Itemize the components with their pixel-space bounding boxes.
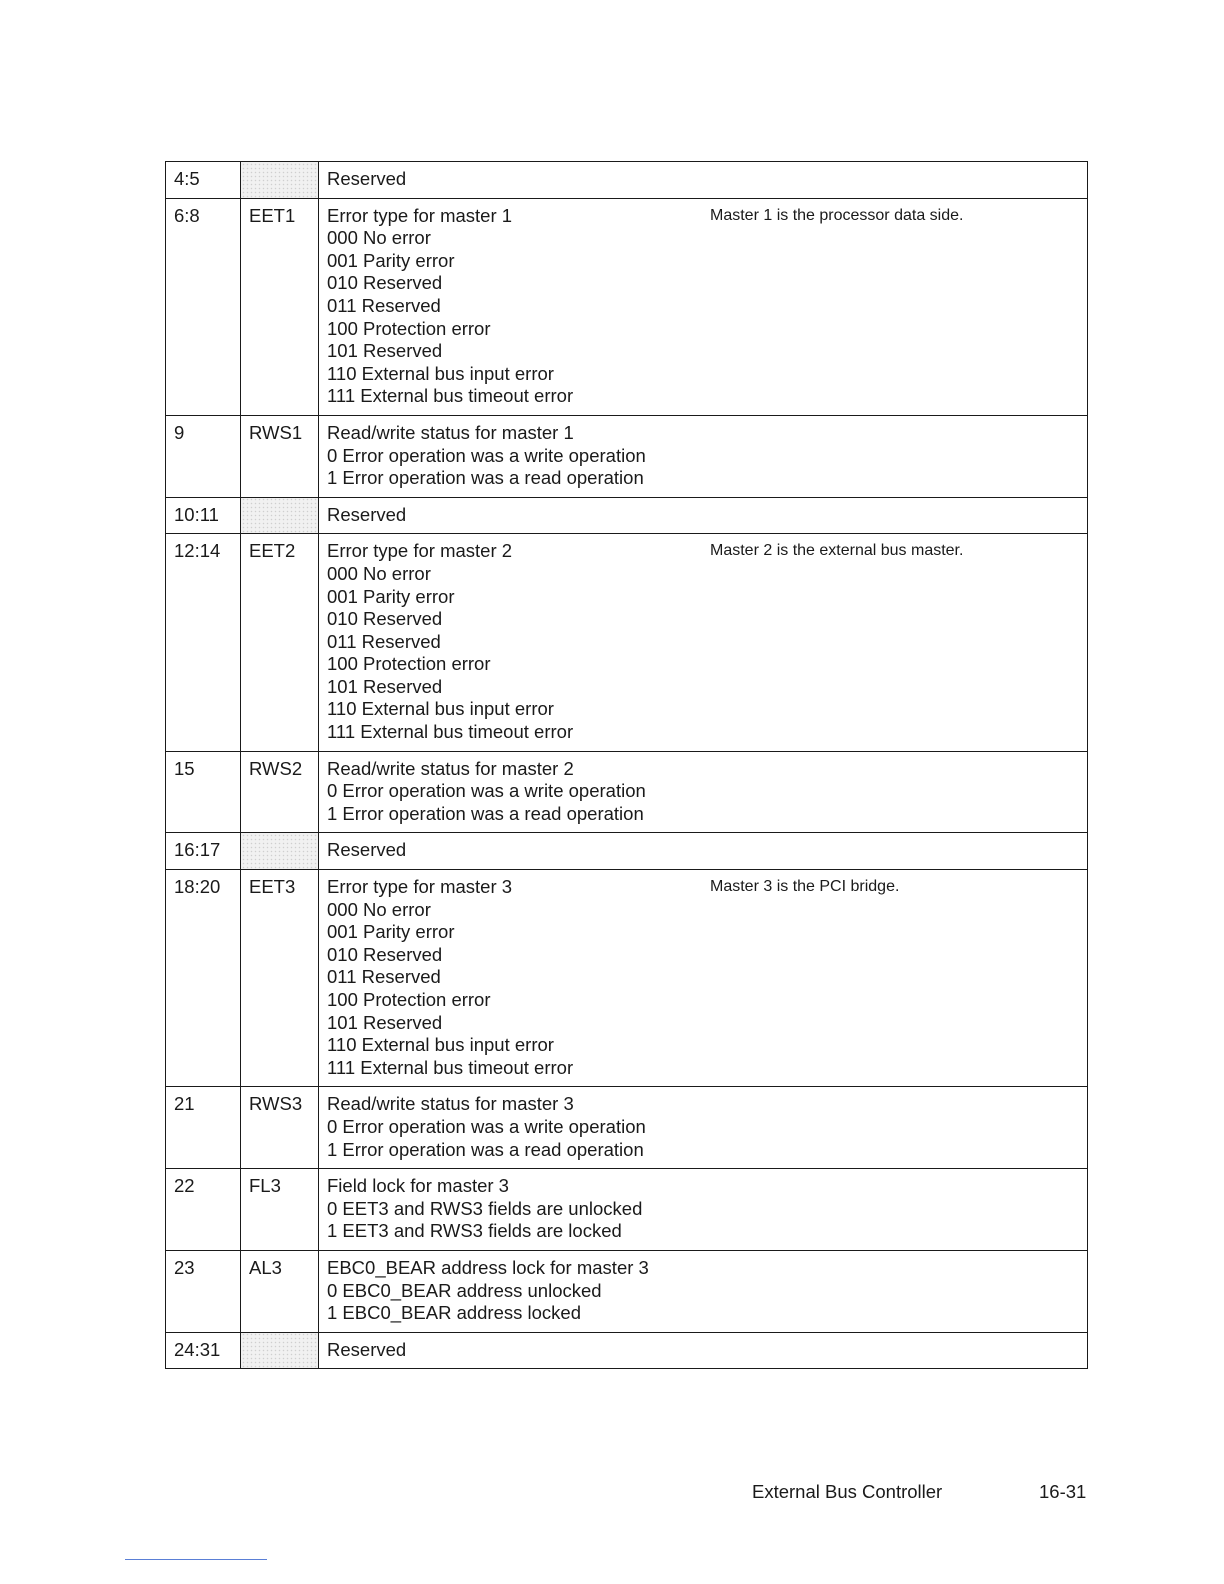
description-cell (319, 415, 1088, 497)
description-value-line: 0 EBC0_BEAR address unlocked (327, 1279, 602, 1301)
field-cell-reserved (241, 497, 319, 534)
register-row (166, 497, 1088, 534)
description-value-line: 101 Reserved (327, 340, 443, 362)
register-row (166, 1332, 1088, 1369)
description-cell (319, 534, 1088, 751)
description-value-line: 010 Reserved (327, 272, 443, 294)
bits-cell: 22 (166, 1169, 241, 1251)
description-title: Read/write status for master 2 (327, 757, 574, 779)
bits-cell: 24:31 (166, 1332, 241, 1369)
description-value-line: 010 Reserved (327, 943, 443, 965)
description-value-line: 110 External bus input error (327, 1034, 554, 1056)
description-value-line: 110 External bus input error (327, 362, 554, 384)
description-note: Master 1 is the processor data side. (710, 206, 964, 224)
description-title: Reserved (327, 168, 407, 189)
description-value-line: 001 Parity error (327, 585, 455, 607)
field-cell: RWS1 (241, 415, 319, 497)
field-cell: EET1 (241, 198, 319, 415)
description-title: Reserved (327, 503, 407, 525)
description-value-line: 0 Error operation was a write operation (327, 444, 646, 466)
description-cell (319, 198, 1088, 415)
register-table-body (166, 162, 1088, 1369)
description-cell (319, 870, 1088, 1087)
bits-cell: 12:14 (166, 534, 241, 751)
register-row (166, 534, 1088, 751)
description-value-line: 011 Reserved (327, 294, 441, 316)
bits-cell: 4:5 (166, 162, 241, 199)
register-table (165, 161, 1088, 1369)
description-value-line: 010 Reserved (327, 608, 443, 630)
description-value-line: 1 EET3 and RWS3 fields are locked (327, 1220, 622, 1242)
description-cell (319, 833, 1088, 870)
bits-cell: 21 (166, 1087, 241, 1169)
register-row (166, 870, 1088, 1087)
register-row (166, 162, 1088, 199)
description-value-line: 001 Parity error (327, 249, 455, 271)
description-title: Error type for master 2 (327, 540, 513, 562)
field-cell: RWS3 (241, 1087, 319, 1169)
description-value-line: 100 Protection error (327, 653, 491, 675)
bits-cell: 23 (166, 1250, 241, 1332)
description-value-line: 011 Reserved (327, 966, 441, 988)
description-cell (319, 751, 1088, 833)
description-value-line: 1 Error operation was a read operation (327, 802, 644, 824)
bits-cell: 10:11 (166, 497, 241, 534)
description-value-line: 111 External bus timeout error (327, 721, 574, 743)
bits-cell: 15 (166, 751, 241, 833)
description-title: EBC0_BEAR address lock for master 3 (327, 1256, 649, 1278)
footer-page-number: 16-31 (1039, 1481, 1087, 1502)
description-title: Reserved (327, 1338, 407, 1360)
description-title: Error type for master 1 (327, 204, 513, 226)
register-row (166, 415, 1088, 497)
description-value-line: 0 Error operation was a write operation (327, 780, 646, 802)
register-row (166, 1169, 1088, 1251)
description-value-line: 000 No error (327, 898, 431, 920)
description-title: Read/write status for master 1 (327, 421, 574, 443)
description-cell (319, 497, 1088, 534)
bits-cell: 6:8 (166, 198, 241, 415)
field-cell-reserved (241, 833, 319, 870)
description-value-line: 000 No error (327, 562, 431, 584)
description-value-line: 1 Error operation was a read operation (327, 467, 644, 489)
description-value-line: 1 EBC0_BEAR address locked (327, 1302, 581, 1324)
description-value-line: 0 Error operation was a write operation (327, 1115, 646, 1137)
description-value-line: 0 EET3 and RWS3 fields are unlocked (327, 1197, 643, 1219)
description-value-line: 101 Reserved (327, 675, 443, 697)
description-value-line: 110 External bus input error (327, 698, 554, 720)
description-value-line: 100 Protection error (327, 989, 491, 1010)
bits-cell: 16:17 (166, 833, 241, 870)
bits-cell: 18:20 (166, 870, 241, 1087)
description-value-line: 1 Error operation was a read operation (327, 1138, 644, 1160)
register-row (166, 198, 1088, 415)
field-cell-reserved (241, 162, 319, 199)
description-cell (319, 1332, 1088, 1369)
register-row (166, 1087, 1088, 1169)
field-cell-reserved (241, 1332, 319, 1369)
description-note: Master 2 is the external bus master. (710, 542, 964, 560)
description-value-line: 111 External bus timeout error (327, 1056, 574, 1078)
description-cell (319, 1250, 1088, 1332)
register-row (166, 1250, 1088, 1332)
description-title: Field lock for master 3 (327, 1175, 509, 1197)
field-cell: EET3 (241, 870, 319, 1087)
register-row (166, 833, 1088, 870)
field-cell: RWS2 (241, 751, 319, 833)
description-title: Error type for master 3 (327, 876, 513, 898)
description-title: Read/write status for master 3 (327, 1093, 574, 1115)
description-title: Reserved (327, 839, 407, 861)
description-cell (319, 1087, 1088, 1169)
description-value-line: 000 No error (327, 227, 431, 249)
description-value-line: 101 Reserved (327, 1011, 443, 1033)
register-row (166, 751, 1088, 833)
field-cell: FL3 (241, 1169, 319, 1251)
description-value-line: 001 Parity error (327, 921, 455, 943)
bits-cell: 9 (166, 415, 241, 497)
description-note: Master 3 is the PCI bridge. (710, 878, 900, 896)
field-cell: AL3 (241, 1250, 319, 1332)
description-cell (319, 162, 1088, 199)
description-value-line: 100 Protection error (327, 317, 491, 339)
field-cell: EET2 (241, 534, 319, 751)
description-value-line: 011 Reserved (327, 630, 441, 652)
footer-section-title: External Bus Controller (752, 1481, 943, 1502)
footer-rule (125, 1559, 267, 1560)
description-cell (319, 1169, 1088, 1251)
description-value-line: 111 External bus timeout error (327, 385, 574, 407)
